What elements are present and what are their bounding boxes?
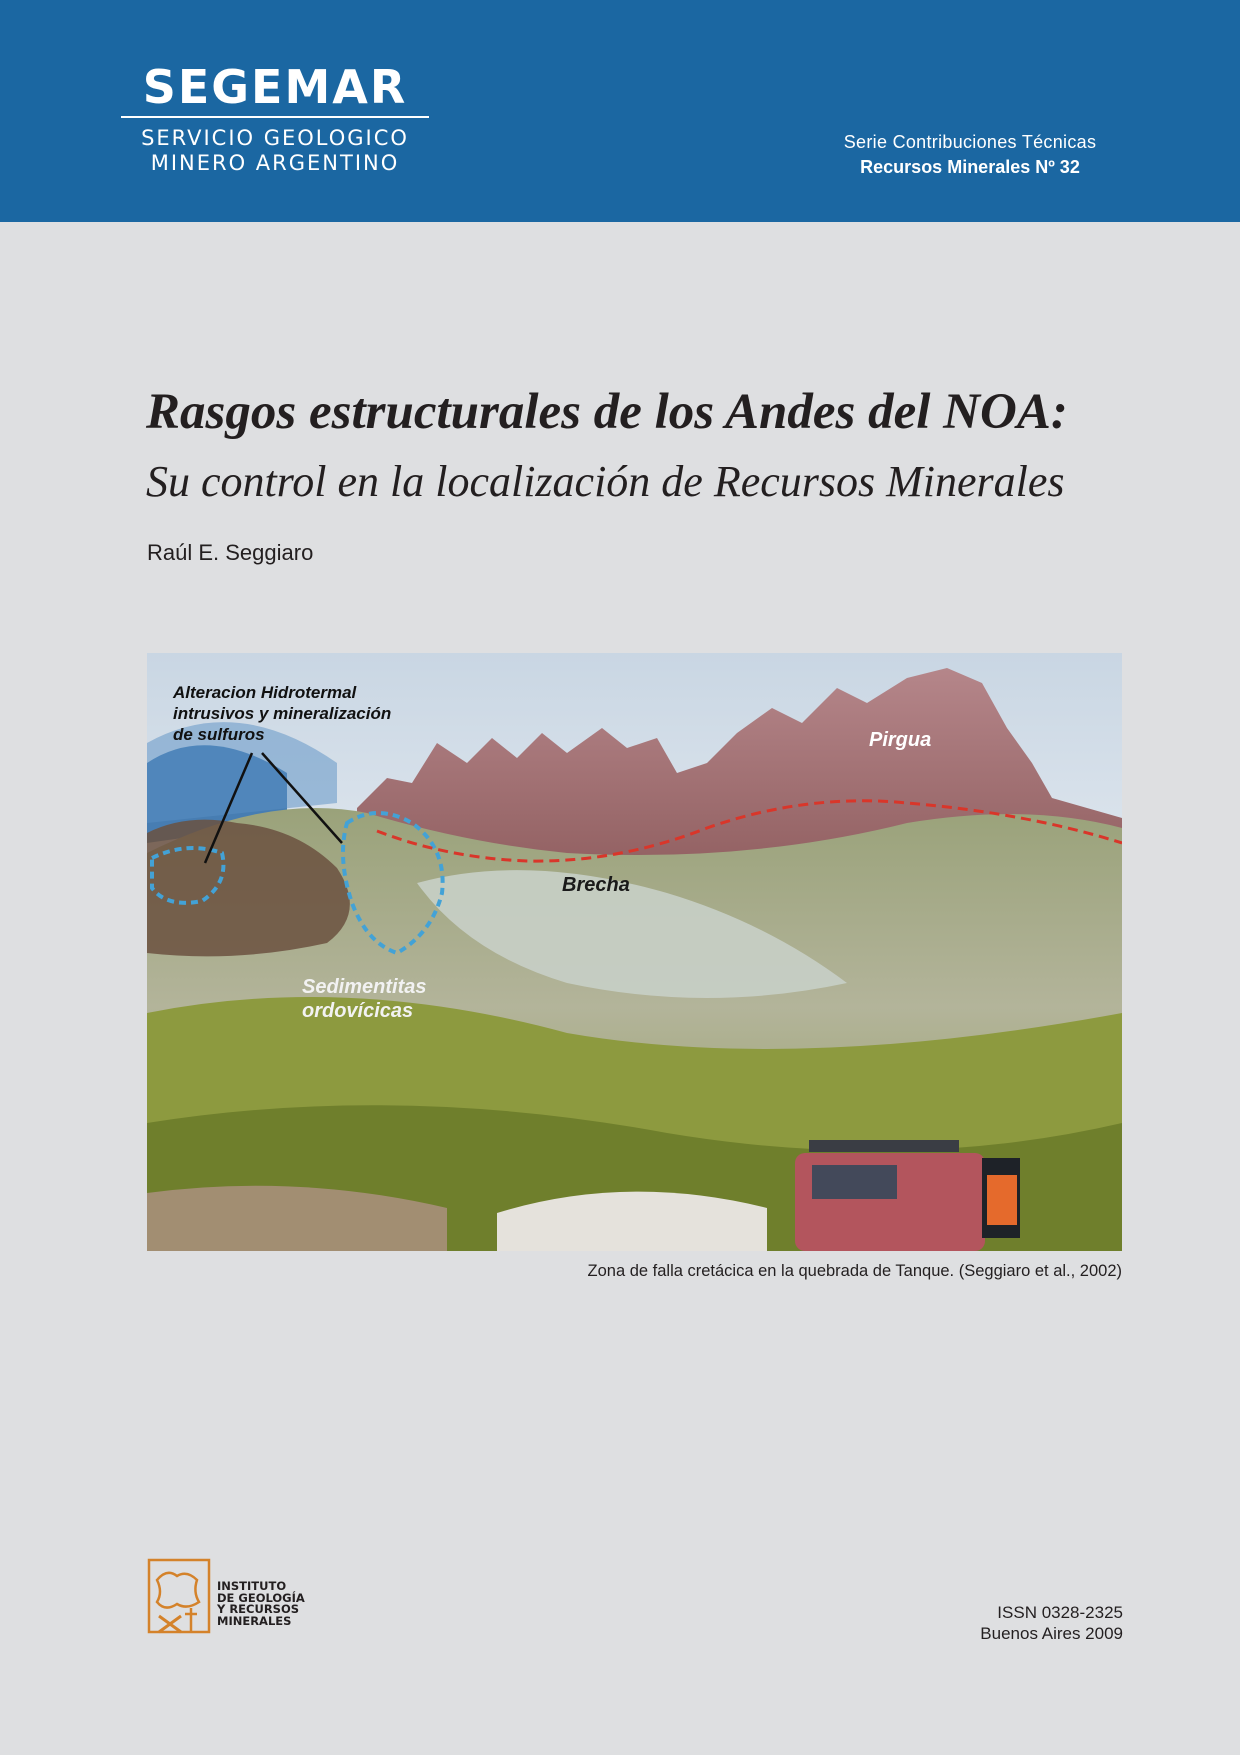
document-subtitle: Su control en la localización de Recursos Minerales (146, 457, 1065, 506)
label-alteracion-3: de sulfuros (173, 725, 265, 744)
label-sedimentitas-1: Sedimentitas (302, 976, 427, 998)
header-band (0, 0, 1240, 222)
segemar-logo (121, 60, 429, 176)
brand-line-2: MINERO ARGENTINO (150, 151, 400, 175)
institute-name (217, 1581, 305, 1627)
series-number: Recursos Minerales Nº 32 (860, 157, 1080, 177)
cover-photo (147, 653, 1122, 1251)
label-alteracion-1: Alteracion Hidrotermal (173, 683, 357, 702)
institute-line-4: MINERALES (217, 1613, 292, 1628)
institute-line-1: INSTITUTO (217, 1579, 287, 1593)
series-info (820, 130, 1120, 180)
publication-info (860, 1602, 1123, 1644)
institute-line-2: DE GEOLOGÍA (217, 1590, 305, 1605)
institute-logo (147, 1558, 347, 1638)
photo-caption: Zona de falla cretácica en la quebrada de Tanque. (Seggiaro et al., 2002) (587, 1262, 1122, 1280)
issn: ISSN 0328-2325 (997, 1603, 1123, 1622)
label-alteracion-2: intrusivos y mineralización (173, 704, 392, 723)
brand-line-1: SERVICIO GEOLOGICO (141, 126, 409, 150)
author: Raúl E. Seggiaro (147, 540, 314, 565)
series-name: Serie Contribuciones Técnicas (843, 132, 1097, 152)
label-pirgua: Pirgua (869, 729, 932, 751)
label-brecha: Brecha (562, 874, 630, 896)
document-title: Rasgos estructurales de los Andes del NOA: (146, 384, 1068, 440)
institute-emblem-icon (147, 1558, 213, 1638)
label-sedimentitas-2: ordovícicas (302, 1000, 414, 1022)
brand-name: SEGEMAR (142, 60, 408, 114)
brand-divider (121, 116, 429, 118)
institute-line-3: Y RECURSOS (217, 1602, 300, 1616)
place-year: Buenos Aires 2009 (980, 1624, 1123, 1643)
